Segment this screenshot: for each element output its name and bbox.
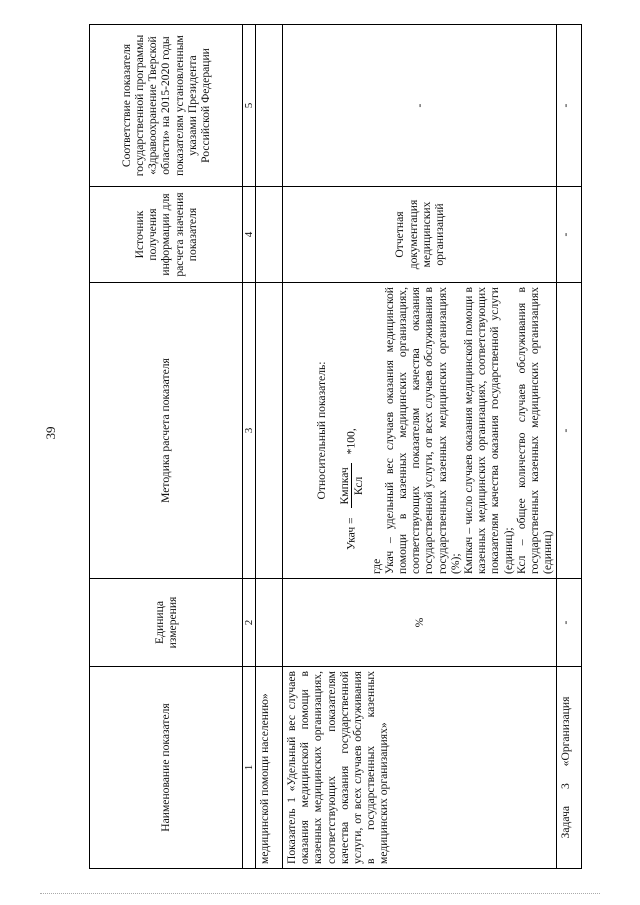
cell-empty xyxy=(256,187,283,283)
cell-empty xyxy=(256,283,283,579)
header-method: Методика расчета показателя xyxy=(90,283,243,579)
col-number: 5 xyxy=(243,25,256,187)
table-row-continuation xyxy=(256,25,283,869)
cell-task-compliance: - xyxy=(557,25,582,187)
cell-task-method: - xyxy=(557,283,582,579)
cell-indicator-name: Показатель 1 «Удельный вес случаев оказания медицинской помощи в казенных медицинских организациях, соответствующих показателям качества оказания государственной услуги, от всех случаев обслуживания в государственных казенных медицинских организациях» xyxy=(283,667,557,869)
scan-edge-line xyxy=(40,893,600,894)
cell-empty xyxy=(256,579,283,667)
cell-method xyxy=(283,283,557,579)
column-number-row xyxy=(243,25,256,869)
formula-lhs: Укач = xyxy=(344,517,358,550)
formula-tail: *100, xyxy=(344,428,358,455)
header-source: Источник получения информации для расчета значения показателя xyxy=(90,187,243,283)
rotated-table-container xyxy=(89,25,635,869)
header-name: Наименование показателя xyxy=(90,667,243,869)
cell-empty xyxy=(256,25,283,187)
cell-task-unit: - xyxy=(557,579,582,667)
cell-task-name: Задача 3 «Организация xyxy=(557,667,582,869)
header-compliance: Соответствие показателя государственной программы «Здравоохранение Тверской области» на 2015-2020 годы показателям установленным указами Президента Российской Федерации xyxy=(90,25,243,187)
header-unit: Единица измерения xyxy=(90,579,243,667)
indicator-table xyxy=(89,24,582,869)
table-row-task xyxy=(557,25,582,869)
cell-name: медицинской помощи населению» xyxy=(256,667,283,869)
formula-numerator: Кмпкач xyxy=(338,463,352,508)
table-header-row xyxy=(90,25,243,869)
col-number: 1 xyxy=(243,667,256,869)
col-number: 3 xyxy=(243,283,256,579)
col-number: 4 xyxy=(243,187,256,283)
definition-ksl: Ксл – общее количество случаев обслуживания в государственных казенных медицинских организациях (единиц) xyxy=(514,287,555,574)
col-number: 2 xyxy=(243,579,256,667)
definition-kmpkach: Кмпкач – число случаев оказания медицинской помощи в казенных медицинских организациях, соответствующих показателям качества оказания государственной услуги (единиц); xyxy=(462,287,515,574)
method-title: Относительный показатель: xyxy=(315,361,328,500)
cell-task-source: - xyxy=(557,187,582,283)
page-number: 39 xyxy=(43,426,58,440)
where-label: где xyxy=(369,558,383,574)
formula-denominator: Ксл xyxy=(352,476,366,496)
cell-unit: % xyxy=(283,579,557,667)
cell-source: Отчетная документация медицинских организаций xyxy=(283,187,557,283)
formula-fraction xyxy=(338,463,365,508)
cell-compliance: - xyxy=(283,25,557,187)
formula xyxy=(338,287,365,550)
table-row-indicator xyxy=(283,25,557,869)
definition-ukach: Укач – удельный вес случаев оказания медицинской помощи в казенных медицинских организациях, соответствующих показателям качества оказания государственной услуги, от всех случаев обслуживания в государственных казенных медицинских организациях (%); xyxy=(382,287,462,574)
